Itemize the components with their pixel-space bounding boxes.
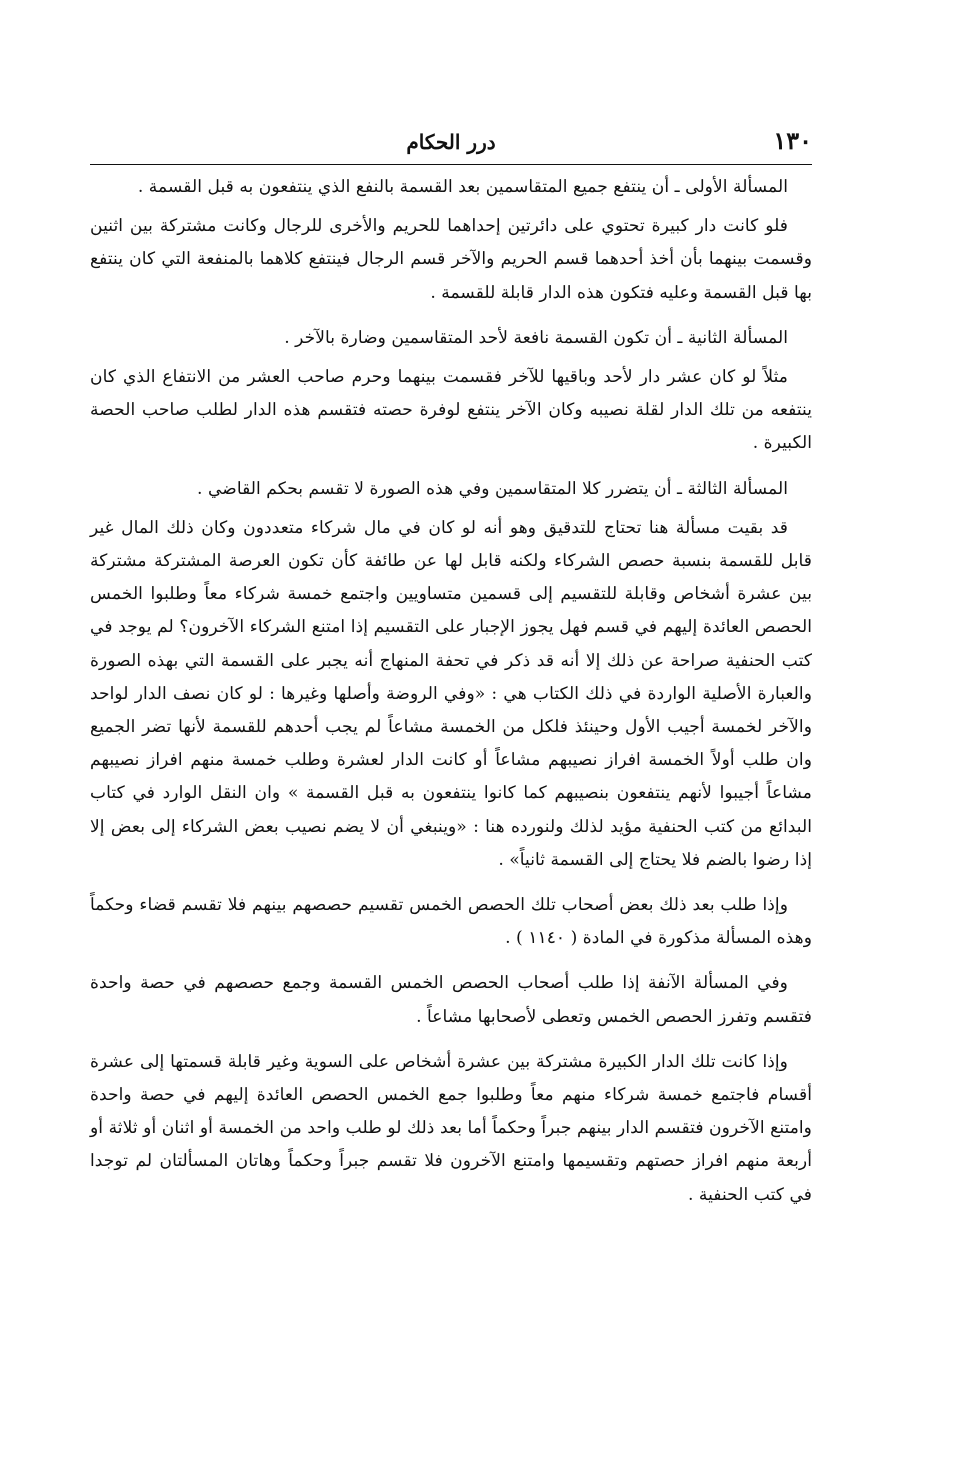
document-page [90, 120, 812, 1370]
body-text [90, 171, 812, 1212]
running-title: درر الحكام [406, 130, 496, 154]
paragraph: المسألة الأولى ـ أن ينتفع جميع المتقاسمين بعد القسمة بالنفع الذي ينتفعون به قبل القسمة . [137, 177, 788, 197]
paragraph: فلو كانت دار كبيرة تحتوي على دائرتين إحداهما للحريم والأخرى للرجال وكانت مشتركة بين اثنين وقسمت بينهما بأن أخذ أحدهما قسم الحريم والآخر قسم الرجال فينتفع كلاهما بالمنفعة التي كان ينتفع بها قبل القسمة وعليه فتكون هذه الدار قابلة للقسمة . [90, 216, 812, 303]
paragraph: المسألة الثالثة ـ أن يتضرر كلا المتقاسمين وفي هذه الصورة لا تقسم بحكم القاضي . [197, 478, 788, 499]
paragraph: وإذا طلب بعد ذلك بعض أصحاب تلك الحصص الخمس تقسيم حصصهم بينهم فلا تقسم قضاء وحكماً وهذه المسألة مذكورة في المادة ( ١١٤٠ ) . [90, 895, 812, 949]
page-number: ١٣٠ [773, 126, 812, 155]
page-header [90, 120, 812, 165]
paragraph: وإذا كانت تلك الدار الكبيرة مشتركة بين عشرة أشخاص على السوية وغير قابلة قسمتها إلى عشرة أقسام فاجتمع خمسة شركاء منهم معاً وطلبوا جمع الخمس الحصص العائدة إليهم في حصة واحدة وامتنع الآخرون فتقسم الدار بينهم جبراً وحكماً أما بعد ذلك لو طلب واحد من الخمسة أو اثنان أو ثلاثة أو أربعة منهم افراز حصتهم وتقسيمها وامتنع الآخرون فلا تقسم جبراً وحكماً وهاتان المسألتان لم توجدا في كتب الحنفية . [90, 1051, 812, 1205]
paragraph: وفي المسألة الآنفة إذا طلب أصحاب الحصص الخمس القسمة وجمع حصصهم في حصة واحدة فتقسم وتفرز الحصص الخمس وتعطى لأصحابها مشاعاً . [90, 973, 812, 1027]
paragraph: المسألة الثانية ـ أن تكون القسمة نافعة لأحد المتقاسمين وضارة بالآخر . [284, 327, 788, 348]
paragraph: مثلاً لو كان عشر دار لأحد وباقيها للآخر فقسمت بينهما وحرم صاحب العشر من الانتفاع الذي كان ينتفعه من تلك الدار لقلة نصيبه وكان الآخر ينتفع لوفرة حصته فتقسم هذه الدار لطلب صاحب الحصة الكبيرة . [90, 367, 812, 454]
paragraph: قد بقيت مسألة هنا تحتاج للتدقيق وهو أنه لو كان في مال شركاء متعددون وكان ذلك المال غير قابل للقسمة بنسبة حصص الشركاء ولكنه قابل لها عن طائفة كأن تكون العرصة المشتركة مشتركة بين عشرة أشخاص وقابلة للتقسيم إلى قسمين متساويين واجتمع خمسة شركاء معاً وطلبوا الخمس الحصص العائدة إليهم في قسم فهل يجوز الإجبار على التقسيم إذا امتنع الشركاء الآخرون؟ لم يوجد في كتب الحنفية صراحة عن ذلك إلا أنه قد ذكر في تحفة المنهاج أنه يجبر على القسمة التي بهذه الصورة والعبارة الأصلية الواردة في ذلك الكتاب هي : «وفي الروضة وأصلها وغيرها : لو كان نصف الدار لواحد والآخر لخمسة أجيب الأول وحينئذ فلكل من الخمسة مشاعاً لم يجب أحدهم للقسمة لأنها تضر الجميع وان طلب أولاً الخمسة افراز نصيبهم مشاعاً أو كانت الدار لعشرة وطلب خمسة منهم افراز نصيبهم مشاعاً أجيبوا لأنهم ينتفعون بنصيبهم كما كانوا ينتفعون به قبل القسمة » وان النقل الوارد في كتاب البدائع من كتب الحنفية مؤيد لذلك ولنورده هنا : «وينبغي أن لا يضم نصيب بعض الشركاء إلى بعض إلا إذا رضوا بالضم فلا يحتاج إلى القسمة ثانياً» . [90, 517, 812, 870]
